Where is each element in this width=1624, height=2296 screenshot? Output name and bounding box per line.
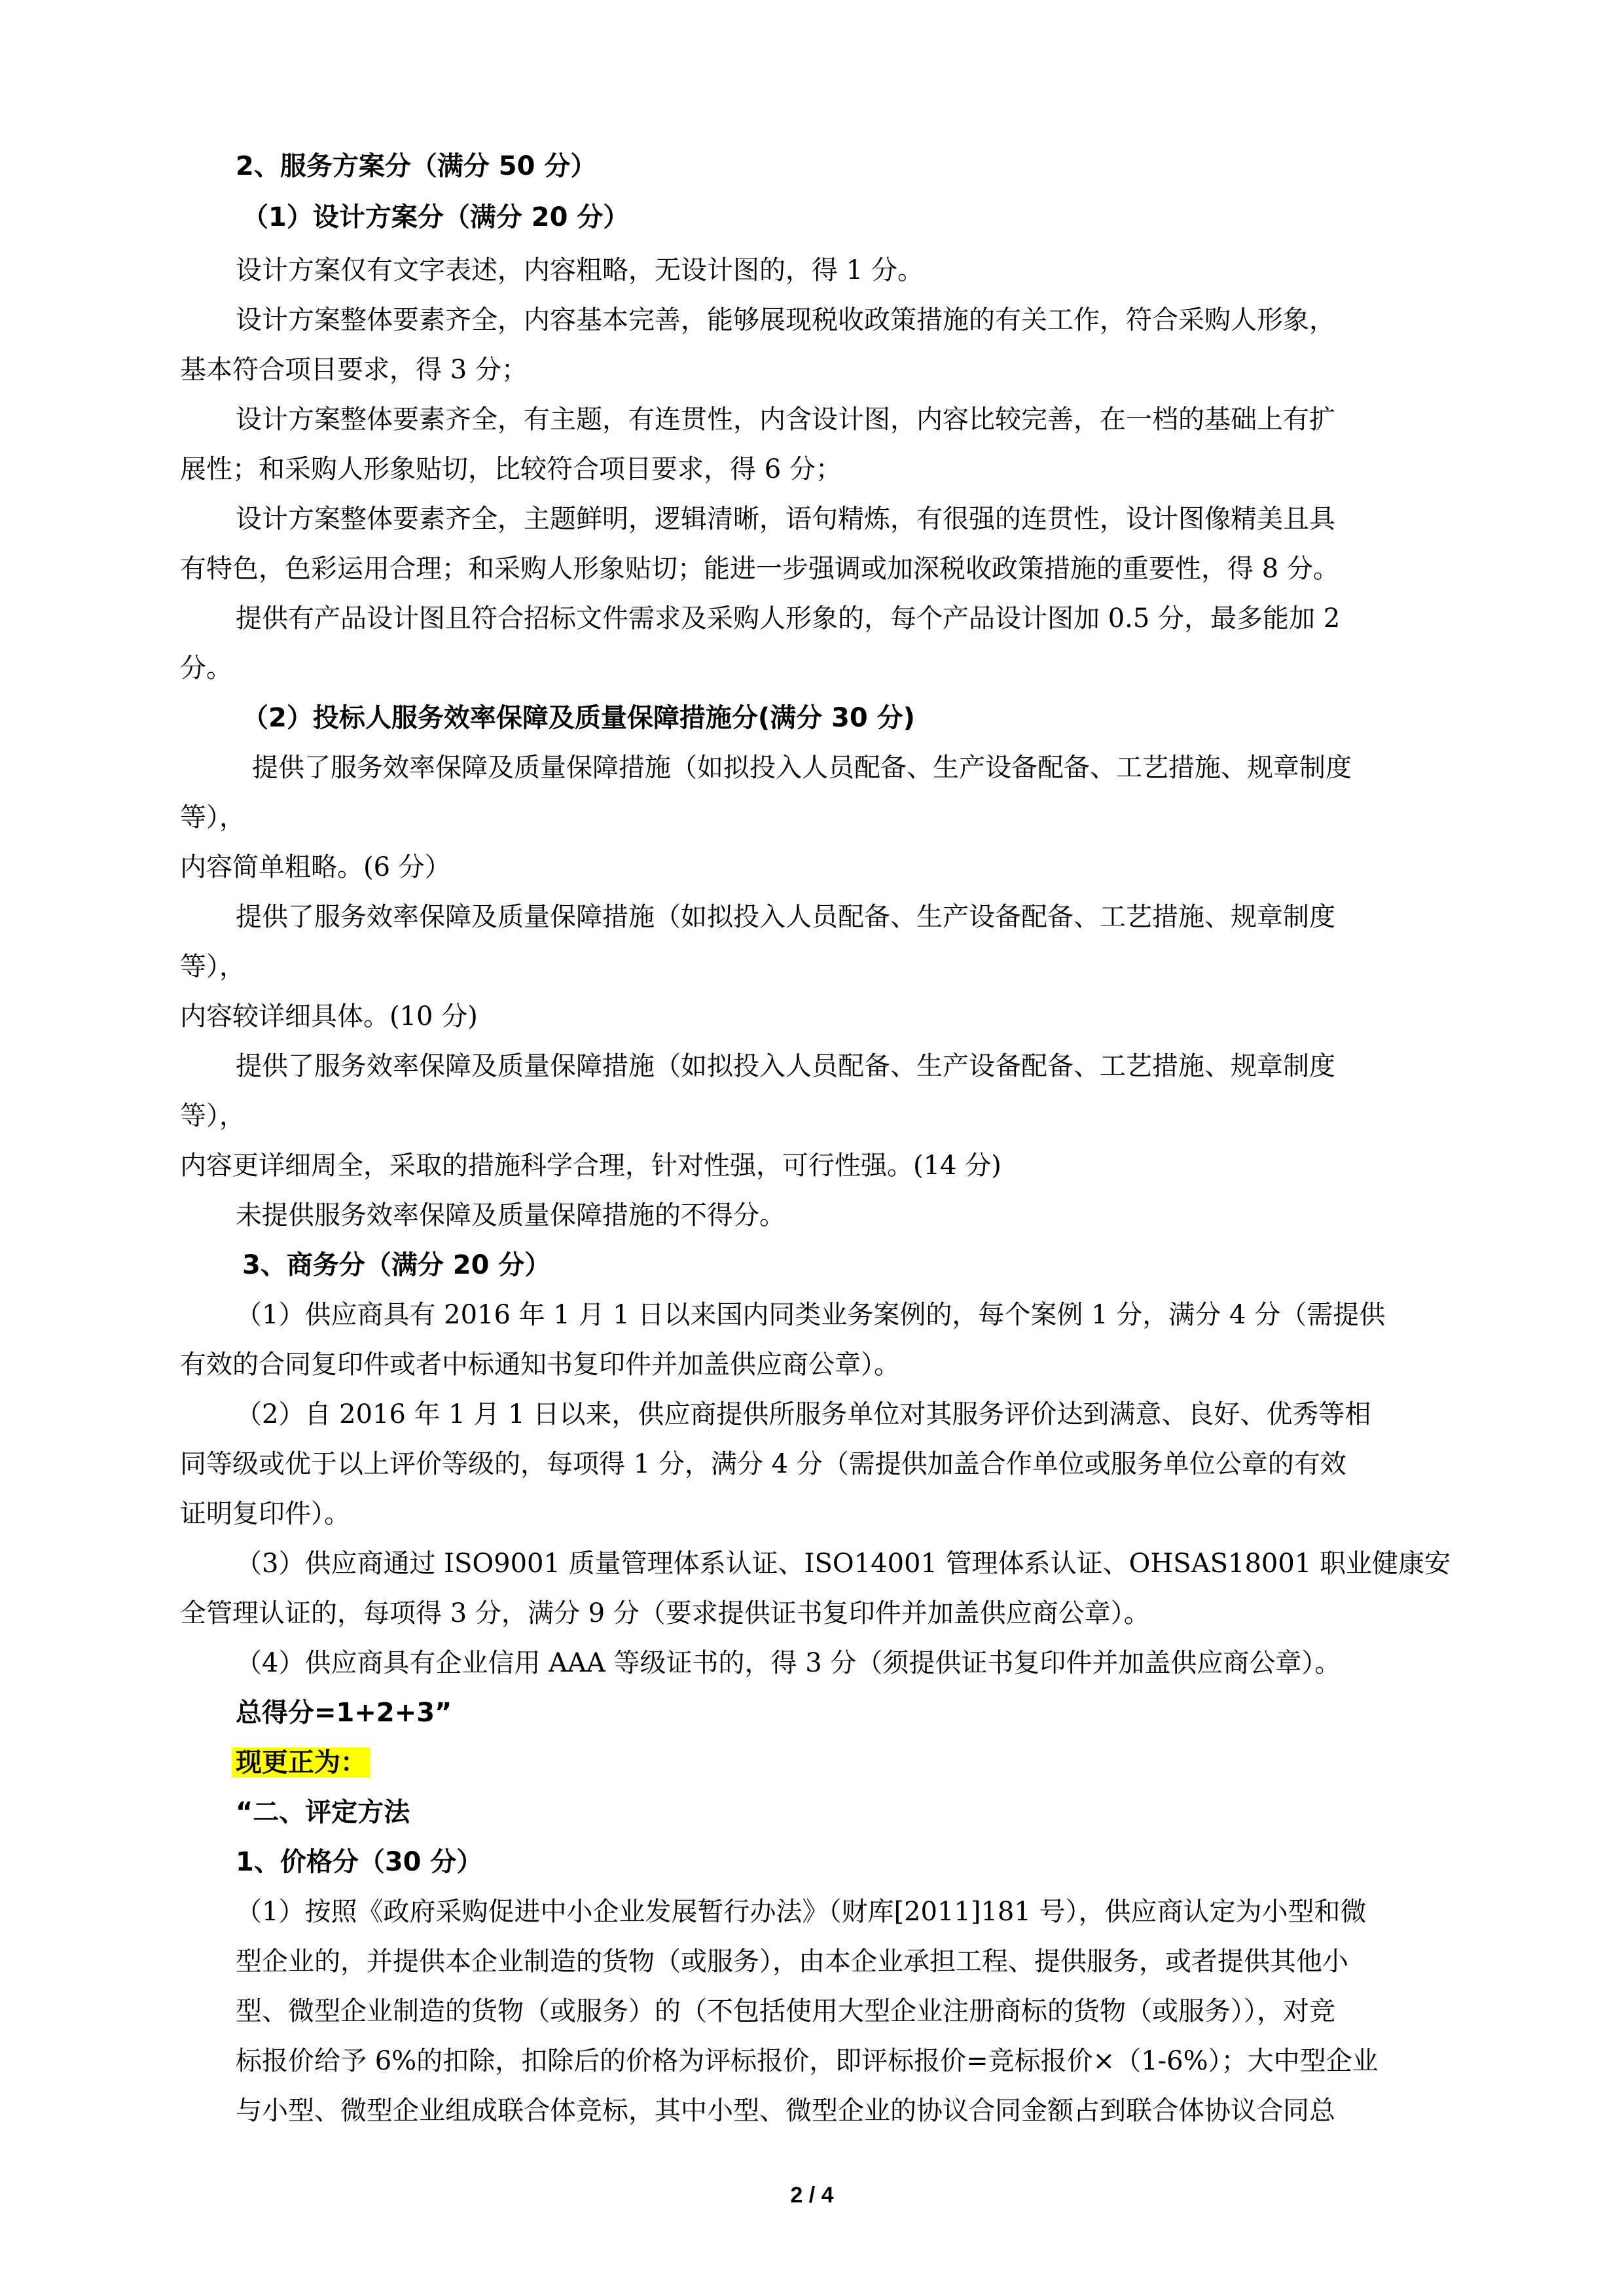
paragraph-line: 设计方案整体要素齐全，内容基本完善，能够展现税收政策措施的有关工作，符合采购人形象， — [236, 305, 1335, 335]
paragraph-line: （2）自 2016 年 1 月 1 日以来，供应商提供所服务单位对其服务评价达到满意、良好、优秀等相 — [236, 1399, 1371, 1429]
paragraph-line: （1）供应商具有 2016 年 1 月 1 日以来国内同类业务案例的，每个案例 1 分，满分 4 分（需提供 — [236, 1300, 1386, 1330]
paragraph-line: 设计方案仅有文字表述，内容粗略，无设计图的，得 1 分。 — [236, 255, 924, 285]
paragraph-line: 等）， — [180, 802, 245, 833]
paragraph-line: 证明复印件）。 — [180, 1499, 350, 1529]
paragraph-line: 提供了服务效率保障及质量保障措施（如拟投入人员配备、生产设备配备、工艺措施、规章制度 — [236, 1051, 1335, 1081]
correction-label-wrap — [232, 1744, 370, 1782]
paragraph-line: 内容较详细具体。(10 分) — [180, 1001, 478, 1031]
paragraph-line: （3）供应商通过 ISO9001 质量管理体系认证、ISO14001 管理体系认证、OHSAS18001 职业健康安 — [236, 1549, 1451, 1579]
heading-service-efficiency: （2）投标人服务效率保障及质量保障措施分(满分 30 分) — [242, 703, 915, 733]
paragraph-line: 型企业的，并提供本企业制造的货物（或服务），由本企业承担工程、提供服务，或者提供其他小 — [236, 1946, 1348, 1977]
paragraph-line: （1）按照《政府采购促进中小企业发展暂行办法》（财库[2011]181 号），供应商认定为小型和微 — [236, 1897, 1367, 1927]
page-number: 2 / 4 — [790, 2183, 834, 2208]
paragraph-line: 设计方案整体要素齐全，主题鲜明，逻辑清晰，语句精炼，有很强的连贯性，设计图像精美且具 — [236, 504, 1335, 534]
correction-label: 现更正为： — [232, 1748, 370, 1778]
paragraph-line: 分。 — [180, 653, 232, 683]
total-score-formula: 总得分=1+2+3” — [236, 1698, 452, 1728]
paragraph-line: 基本符合项目要求，得 3 分； — [180, 355, 528, 385]
heading-design-plan: （1）设计方案分（满分 20 分） — [242, 202, 630, 232]
heading-service-plan: 2、服务方案分（满分 50 分） — [236, 151, 597, 181]
paragraph-line: 标报价给予 6%的扣除，扣除后的价格为评标报价，即评标报价=竞标报价×（1-6%）；大中型企业 — [236, 2046, 1379, 2076]
paragraph-line: 等）， — [180, 952, 245, 982]
paragraph-line: 同等级或优于以上评价等级的，每项得 1 分，满分 4 分（需提供加盖合作单位或服务单位公章的有效 — [180, 1449, 1346, 1479]
paragraph-line: （4）供应商具有企业信用 AAA 等级证书的，得 3 分（须提供证书复印件并加盖供应商公章）。 — [236, 1648, 1341, 1678]
paragraph-line: 有效的合同复印件或者中标通知书复印件并加盖供应商公章）。 — [180, 1350, 900, 1380]
paragraph-line: 内容更详细周全，采取的措施科学合理，针对性强，可行性强。(14 分) — [180, 1151, 1001, 1181]
paragraph-line: 等）， — [180, 1101, 245, 1131]
paragraph-line: 型、微型企业制造的货物（或服务）的（不包括使用大型企业注册商标的货物（或服务）），对竞 — [236, 1996, 1335, 2026]
heading-evaluation-method: “二、评定方法 — [236, 1797, 410, 1827]
paragraph-line: 有特色，色彩运用合理；和采购人形象贴切；能进一步强调或加深税收政策措施的重要性，得 8 分。 — [180, 554, 1339, 584]
paragraph-line: 设计方案整体要素齐全，有主题，有连贯性，内含设计图，内容比较完善，在一档的基础上有扩 — [236, 404, 1335, 435]
paragraph-line: 提供了服务效率保障及质量保障措施（如拟投入人员配备、生产设备配备、工艺措施、规章制度 — [236, 902, 1335, 932]
paragraph-line: 提供了服务效率保障及质量保障措施（如拟投入人员配备、生产设备配备、工艺措施、规章制度 — [252, 753, 1352, 783]
paragraph-line: 未提供服务效率保障及质量保障措施的不得分。 — [236, 1200, 785, 1230]
paragraph-line: 与小型、微型企业组成联合体竞标，其中小型、微型企业的协议合同金额占到联合体协议合同总 — [236, 2096, 1335, 2126]
paragraph-line: 内容简单粗略。(6 分） — [180, 852, 451, 882]
heading-business: 3、商务分（满分 20 分） — [242, 1250, 551, 1280]
paragraph-line: 全管理认证的，每项得 3 分，满分 9 分（要求提供证书复印件并加盖供应商公章）。 — [180, 1598, 1150, 1628]
heading-price-score: 1、价格分（30 分） — [236, 1847, 483, 1877]
paragraph-line: 提供有产品设计图且符合招标文件需求及采购人形象的，每个产品设计图加 0.5 分，最多能加 2 — [236, 603, 1341, 634]
paragraph-line: 展性；和采购人形象贴切，比较符合项目要求，得 6 分； — [180, 454, 842, 484]
